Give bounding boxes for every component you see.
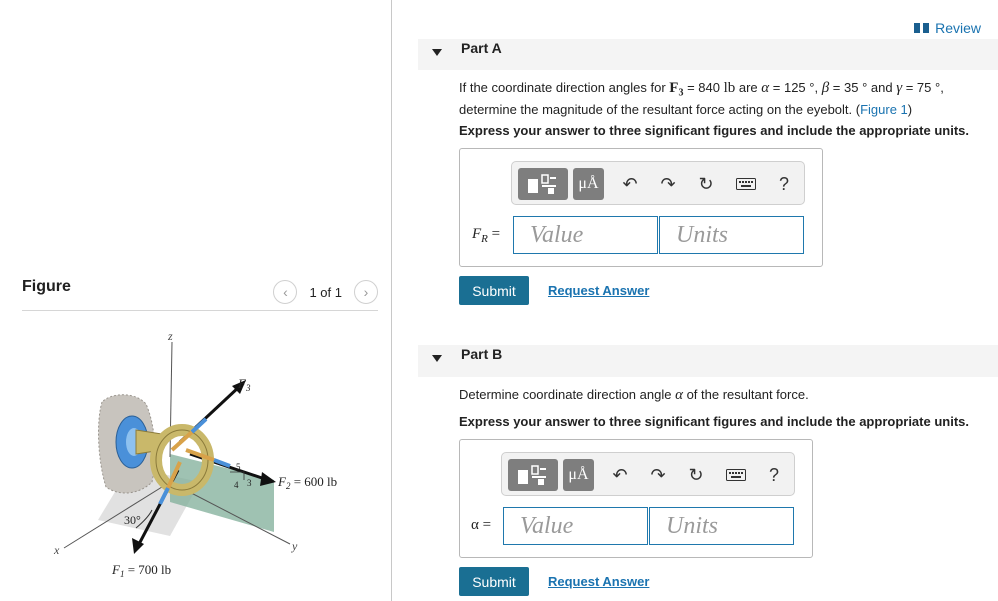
figure-title: Figure <box>22 278 71 295</box>
templates-button[interactable] <box>518 168 568 200</box>
prev-figure-button[interactable] <box>273 280 297 304</box>
keyboard-button[interactable] <box>722 459 750 491</box>
part-a-answer-label: $F_R$ = <box>472 226 501 245</box>
undo-icon: ↶ <box>612 464 628 485</box>
help-button[interactable] <box>760 459 788 491</box>
templates-button[interactable] <box>508 459 558 491</box>
redo-icon: ↷ <box>650 464 666 485</box>
chevron-right-icon: › <box>363 284 369 300</box>
units-button[interactable] <box>573 168 604 200</box>
undo-button[interactable] <box>606 459 634 491</box>
figure-1-link[interactable]: Figure 1 <box>860 101 908 117</box>
caret-down-icon[interactable] <box>432 49 442 56</box>
part-a-instruction: Express your answer to three significant figures and include the appropriate units. <box>459 123 969 138</box>
undo-button[interactable] <box>616 168 644 200</box>
caret-down-icon[interactable] <box>432 355 442 362</box>
eyebolt-figure <box>40 322 360 582</box>
part-b-submit-button[interactable]: Submit <box>459 567 529 596</box>
part-a-title: Part A <box>461 40 502 56</box>
triangle-label-4: 4 <box>234 480 239 490</box>
part-b-units-input[interactable] <box>649 507 794 545</box>
angle-label: 30° <box>124 513 141 527</box>
keyboard-button[interactable] <box>732 168 760 200</box>
templates-icon <box>526 173 560 195</box>
x-axis-label: x <box>54 543 60 557</box>
z-axis-label: z <box>168 329 173 343</box>
part-a-value-input[interactable] <box>513 216 658 254</box>
reset-icon: ↻ <box>698 173 714 194</box>
part-a-submit-button[interactable]: Submit <box>459 276 529 305</box>
part-b-answer-label: α = <box>471 517 492 533</box>
triangle-label-5: 5 <box>236 462 241 472</box>
reset-button[interactable] <box>692 168 720 200</box>
y-axis-label: y <box>292 539 298 553</box>
f3-label: $F_3$ <box>238 376 251 393</box>
units-icon: μÅ <box>578 175 599 192</box>
f1-label: $F_1 = 700$ lb <box>112 562 172 579</box>
undo-icon: ↶ <box>622 173 638 194</box>
part-b-math-toolbar <box>501 452 795 496</box>
part-b-value-input[interactable] <box>503 507 648 545</box>
reset-button[interactable] <box>682 459 710 491</box>
figure-header <box>22 277 378 311</box>
part-b-answer-box <box>459 439 813 558</box>
redo-icon: ↷ <box>660 173 676 194</box>
keyboard-icon <box>726 469 746 481</box>
pane-divider[interactable] <box>391 0 392 601</box>
units-icon: μÅ <box>568 466 589 483</box>
part-b-question: Determine coordinate direction angle α of the resultant force. <box>459 387 809 403</box>
figure-pager <box>273 280 378 304</box>
next-figure-button[interactable] <box>354 280 378 304</box>
part-a-units-input[interactable] <box>659 216 804 254</box>
part-b-header[interactable] <box>418 345 998 377</box>
review-link[interactable] <box>914 20 981 36</box>
help-icon: ? <box>768 464 779 485</box>
part-b-instruction: Express your answer to three significant figures and include the appropriate units. <box>459 414 969 429</box>
triangle-label-3: 3 <box>247 478 252 488</box>
keyboard-icon <box>736 178 756 190</box>
part-b-request-answer-link[interactable]: Request Answer <box>548 574 650 589</box>
reset-icon: ↻ <box>688 464 704 485</box>
chevron-left-icon: ‹ <box>283 284 288 300</box>
part-a-request-answer-link[interactable]: Request Answer <box>548 283 650 298</box>
redo-button[interactable] <box>654 168 682 200</box>
redo-button[interactable] <box>644 459 672 491</box>
figure-pane <box>0 0 392 601</box>
figure-count: 1 of 1 <box>309 284 342 300</box>
units-button[interactable] <box>563 459 594 491</box>
help-button[interactable] <box>770 168 798 200</box>
templates-icon <box>516 464 550 486</box>
part-a-math-toolbar <box>511 161 805 205</box>
help-icon: ? <box>778 173 789 194</box>
part-a-header[interactable] <box>418 39 998 70</box>
part-b-title: Part B <box>461 346 503 362</box>
book-icon <box>914 23 929 33</box>
review-label: Review <box>935 20 981 36</box>
part-a-question: If the coordinate direction angles for $F_3 = 840$ lb are α = 125 °, β = 35 ° and γ = 75 °, determine the magnitude of the resultant force acting on the eyebolt. (Figure 1) <box>459 80 944 117</box>
part-a-answer-box <box>459 148 823 267</box>
f2-label: $F_2 = 600$ lb <box>278 474 338 491</box>
